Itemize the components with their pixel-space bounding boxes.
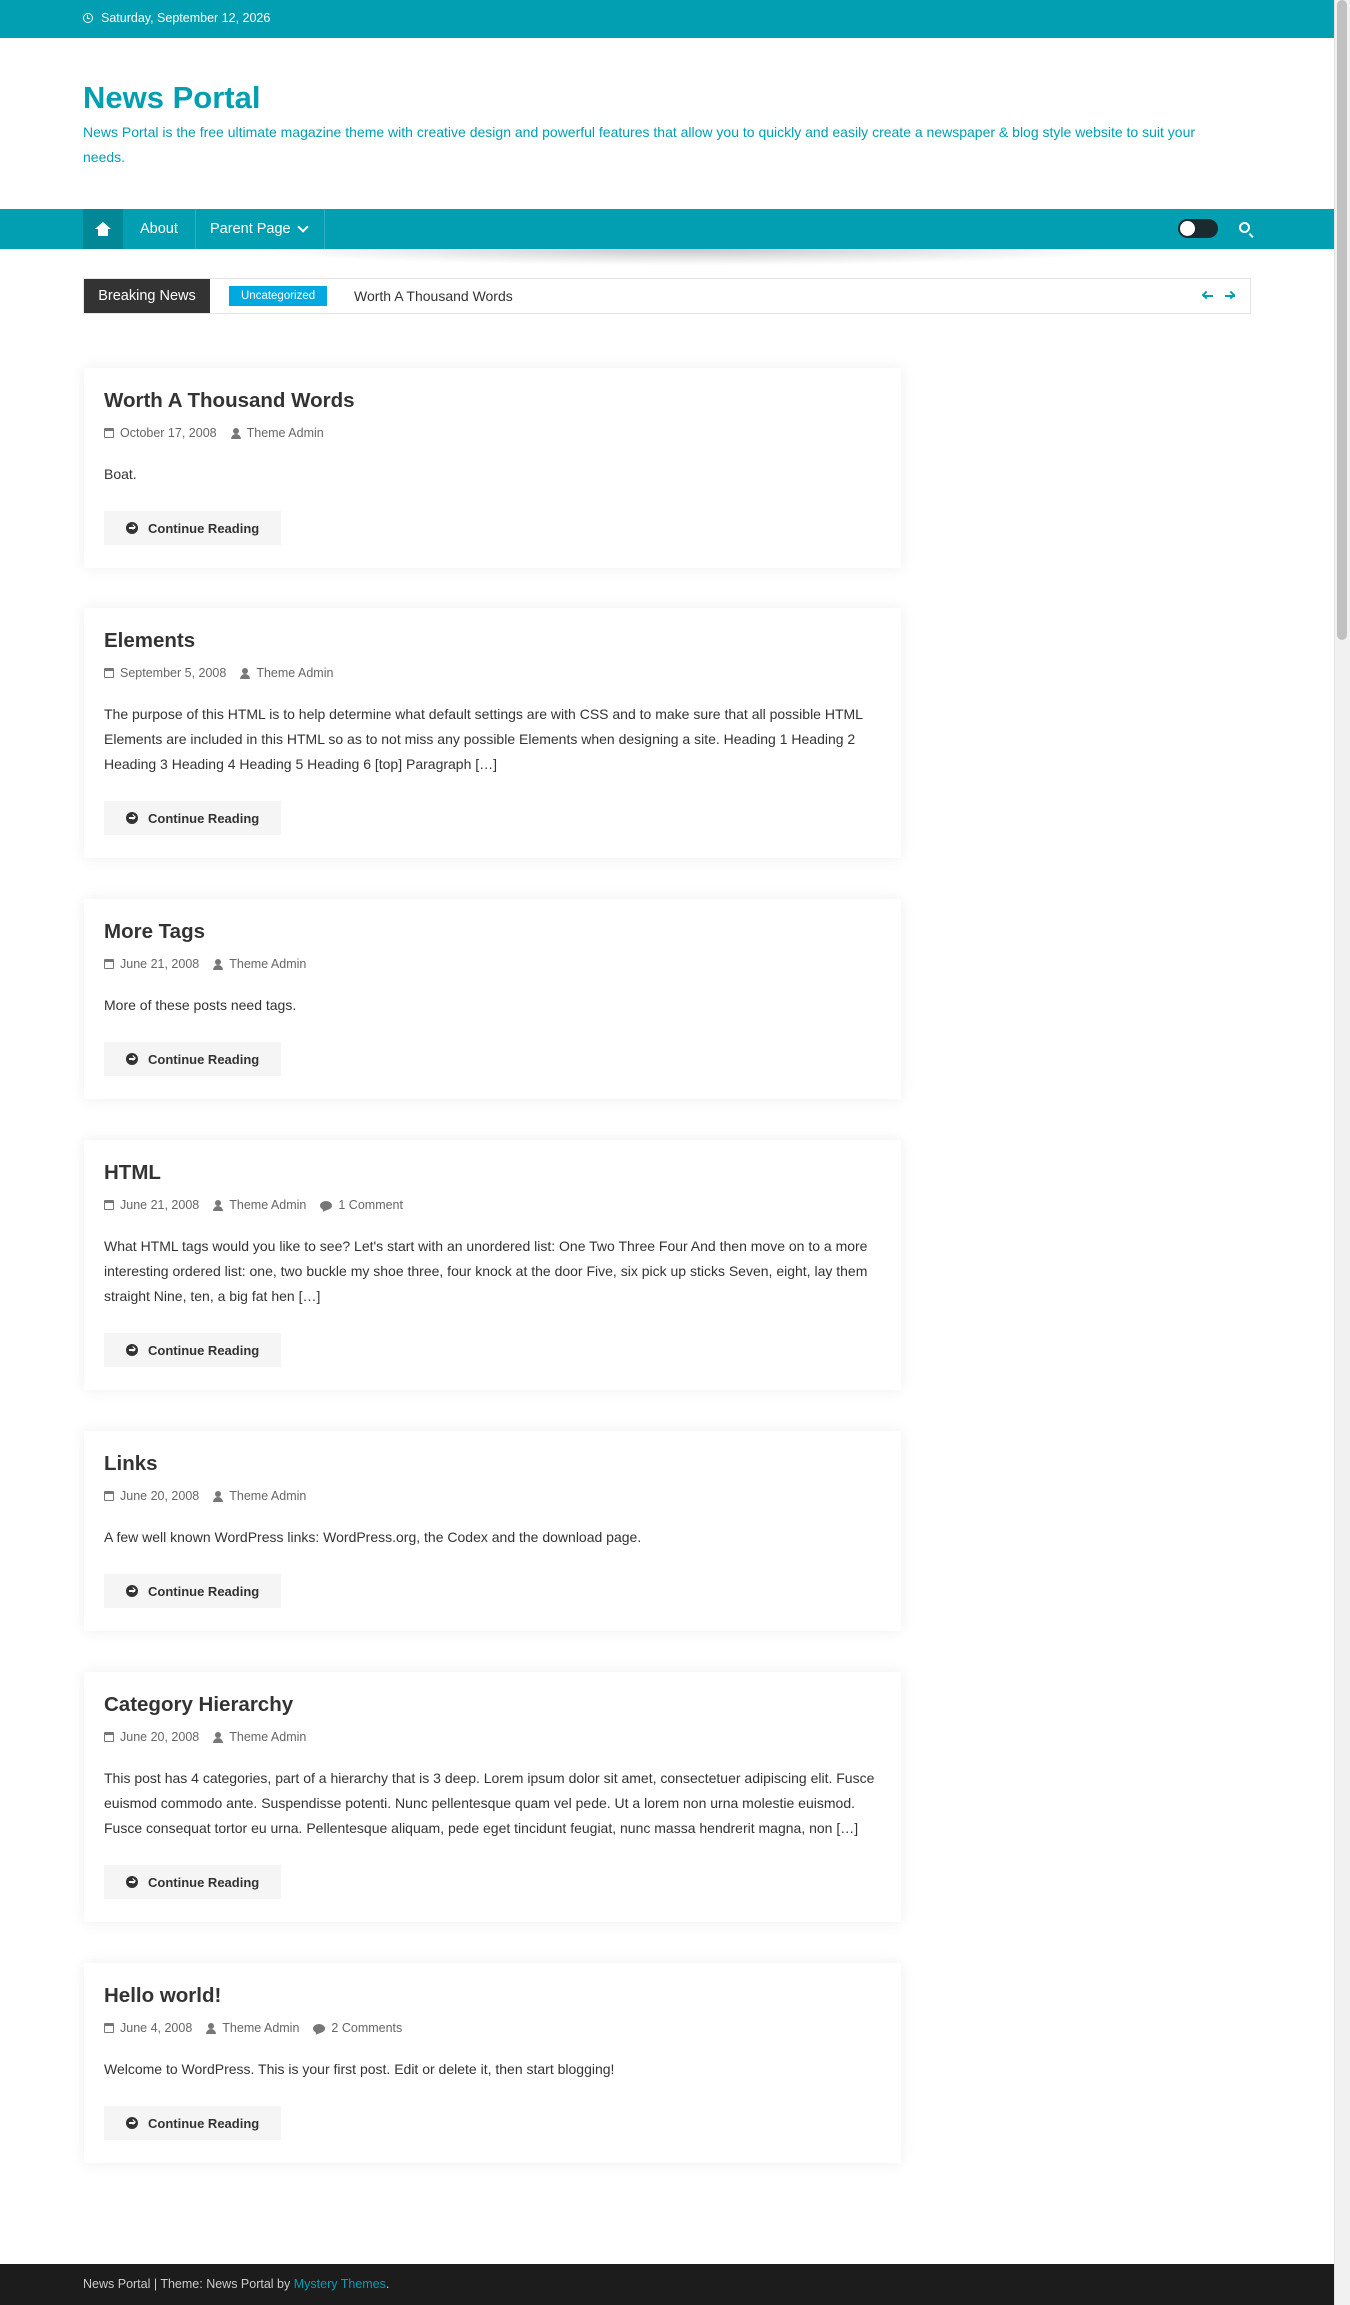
chevron-down-icon xyxy=(297,221,308,232)
nav-item-about[interactable]: About xyxy=(123,209,196,249)
continue-reading-label: Continue Reading xyxy=(148,1342,260,1358)
post-author[interactable]: Theme Admin xyxy=(229,1730,307,1744)
arrow-right-icon[interactable] xyxy=(1224,290,1236,302)
main-navigation xyxy=(0,209,1335,249)
post-excerpt: More of these posts need tags. xyxy=(104,997,297,1013)
post-author[interactable]: Theme Admin xyxy=(229,957,307,971)
arrow-circle-right-icon xyxy=(126,522,138,534)
post-card xyxy=(84,899,901,1099)
home-icon xyxy=(95,222,111,236)
post-date[interactable]: June 4, 2008 xyxy=(120,2021,193,2035)
post-date[interactable]: June 20, 2008 xyxy=(120,1489,200,1503)
post-author[interactable]: Theme Admin xyxy=(246,426,324,440)
user-icon xyxy=(213,959,223,970)
post-meta xyxy=(104,2021,881,2035)
post-excerpt: What HTML tags would you like to see? Let's start with an unordered list: One Two Three Four And then move on to a more interesting ordered list: one, two buckle my shoe three, four knock at the door Five, six pick up sticks Seven, eight, lay them straight Nine, ten, a big fat hen […] xyxy=(104,1238,868,1304)
user-icon xyxy=(240,668,250,679)
footer-text: News Portal | Theme: News Portal by xyxy=(83,2277,294,2291)
post-excerpt: Welcome to WordPress. This is your first post. Edit or delete it, then start blogging! xyxy=(104,2061,615,2077)
arrow-circle-right-icon xyxy=(126,812,138,824)
post-excerpt: The purpose of this HTML is to help determine what default settings are with CSS and to make sure that all possible HTML Elements are included in this HTML so as to not miss any possible Elements when designing a site. Heading 1 Heading 2 Heading 3 Heading 4 Heading 5 Heading 6 [top] Paragraph […] xyxy=(104,706,863,772)
nav-shadow xyxy=(260,249,1120,265)
post-date[interactable]: September 5, 2008 xyxy=(120,666,227,680)
continue-reading-button[interactable] xyxy=(104,511,281,545)
continue-reading-label: Continue Reading xyxy=(148,1051,260,1067)
post-meta xyxy=(104,666,881,680)
clock-icon xyxy=(83,13,93,23)
user-icon xyxy=(213,1200,223,1211)
continue-reading-label: Continue Reading xyxy=(148,2115,260,2131)
post-meta xyxy=(104,957,881,971)
post-meta xyxy=(104,1489,881,1503)
calendar-icon xyxy=(104,959,114,969)
user-icon xyxy=(206,2023,216,2034)
page-scrollbar[interactable] xyxy=(1334,0,1350,2305)
top-bar xyxy=(0,0,1335,38)
continue-reading-button[interactable] xyxy=(104,1042,281,1076)
site-footer xyxy=(0,2264,1335,2305)
post-card xyxy=(84,1431,901,1631)
post-meta xyxy=(104,426,881,440)
continue-reading-button[interactable] xyxy=(104,1865,281,1899)
search-icon[interactable] xyxy=(1239,222,1250,233)
post-title[interactable]: Category Hierarchy xyxy=(104,1693,294,1716)
post-title[interactable]: Elements xyxy=(104,629,196,652)
ticker-post-title[interactable]: Worth A Thousand Words xyxy=(354,288,513,304)
calendar-icon xyxy=(104,668,114,678)
post-card xyxy=(84,1672,901,1922)
post-title[interactable]: Links xyxy=(104,1452,158,1475)
arrow-left-icon[interactable] xyxy=(1202,290,1214,302)
toggle-knob xyxy=(1180,221,1195,236)
breaking-news-label: Breaking News xyxy=(84,279,210,313)
footer-theme-link[interactable]: Mystery Themes xyxy=(293,2277,386,2291)
date-text: Saturday, September 12, 2026 xyxy=(101,11,271,25)
post-card xyxy=(84,1140,901,1390)
calendar-icon xyxy=(104,1491,114,1501)
post-author[interactable]: Theme Admin xyxy=(229,1198,307,1212)
post-excerpt: Boat. xyxy=(104,466,137,482)
footer-suffix: . xyxy=(385,2277,390,2291)
user-icon xyxy=(213,1732,223,1743)
continue-reading-button[interactable] xyxy=(104,1574,281,1608)
nav-item-parent-page[interactable] xyxy=(193,209,325,249)
arrow-circle-right-icon xyxy=(126,1053,138,1065)
post-excerpt: This post has 4 categories, part of a hierarchy that is 3 deep. Lorem ipsum dolor sit amet, consectetuer adipiscing elit. Fusce euismod commodo ante. Suspendisse potenti. Nunc pellentesque quam vel pede. Ut a lorem non urna molestie euismod. Fusce consequat tortor eu urna. Pellentesque aliquam, pede eget tincidunt feugiat, nunc massa hendrerit magna, non […] xyxy=(104,1770,875,1836)
date-display xyxy=(83,11,270,25)
comment-icon xyxy=(313,2024,325,2033)
post-comments[interactable]: 1 Comment xyxy=(338,1198,403,1212)
calendar-icon xyxy=(104,1732,114,1742)
post-card xyxy=(84,1963,901,2163)
arrow-circle-right-icon xyxy=(126,1585,138,1597)
calendar-icon xyxy=(104,428,114,438)
user-icon xyxy=(213,1491,223,1502)
post-date[interactable]: June 21, 2008 xyxy=(120,1198,200,1212)
breaking-news-ticker xyxy=(83,278,1251,314)
post-card xyxy=(84,368,901,568)
continue-reading-button[interactable] xyxy=(104,2106,281,2140)
continue-reading-label: Continue Reading xyxy=(148,520,260,536)
continue-reading-button[interactable] xyxy=(104,1333,281,1367)
dark-mode-toggle[interactable] xyxy=(1178,219,1218,238)
arrow-circle-right-icon xyxy=(126,1876,138,1888)
calendar-icon xyxy=(104,2023,114,2033)
post-title[interactable]: HTML xyxy=(104,1161,161,1184)
post-title[interactable]: More Tags xyxy=(104,920,205,943)
post-date[interactable]: June 21, 2008 xyxy=(120,957,200,971)
home-button[interactable] xyxy=(83,209,123,249)
post-title[interactable]: Hello world! xyxy=(104,1984,222,2007)
continue-reading-button[interactable] xyxy=(104,801,281,835)
calendar-icon xyxy=(104,1200,114,1210)
post-author[interactable]: Theme Admin xyxy=(229,1489,307,1503)
post-author[interactable]: Theme Admin xyxy=(222,2021,300,2035)
comment-icon xyxy=(320,1201,332,1210)
site-title[interactable]: News Portal xyxy=(83,80,261,115)
post-date[interactable]: October 17, 2008 xyxy=(120,426,217,440)
site-description: News Portal is the free ultimate magazine theme with creative design and powerful features that allow you to quickly and easily create a newspaper & blog style website to suit your needs. xyxy=(83,124,1196,165)
footer-credits xyxy=(83,2277,389,2291)
continue-reading-label: Continue Reading xyxy=(148,810,260,826)
post-title[interactable]: Worth A Thousand Words xyxy=(104,389,355,412)
post-excerpt: A few well known WordPress links: WordPress.org, the Codex and the download page. xyxy=(104,1529,642,1545)
post-comments[interactable]: 2 Comments xyxy=(331,2021,403,2035)
post-date[interactable]: June 20, 2008 xyxy=(120,1730,200,1744)
post-meta xyxy=(104,1730,881,1744)
scrollbar-thumb[interactable] xyxy=(1337,0,1347,640)
post-meta xyxy=(104,1198,881,1212)
post-author[interactable]: Theme Admin xyxy=(256,666,334,680)
arrow-circle-right-icon xyxy=(126,2117,138,2129)
post-card xyxy=(84,608,901,858)
nav-item-label: Parent Page xyxy=(210,221,291,237)
continue-reading-label: Continue Reading xyxy=(148,1874,260,1890)
arrow-circle-right-icon xyxy=(126,1344,138,1356)
ticker-category-badge[interactable]: Uncategorized xyxy=(229,286,327,306)
user-icon xyxy=(231,428,241,439)
continue-reading-label: Continue Reading xyxy=(148,1583,260,1599)
